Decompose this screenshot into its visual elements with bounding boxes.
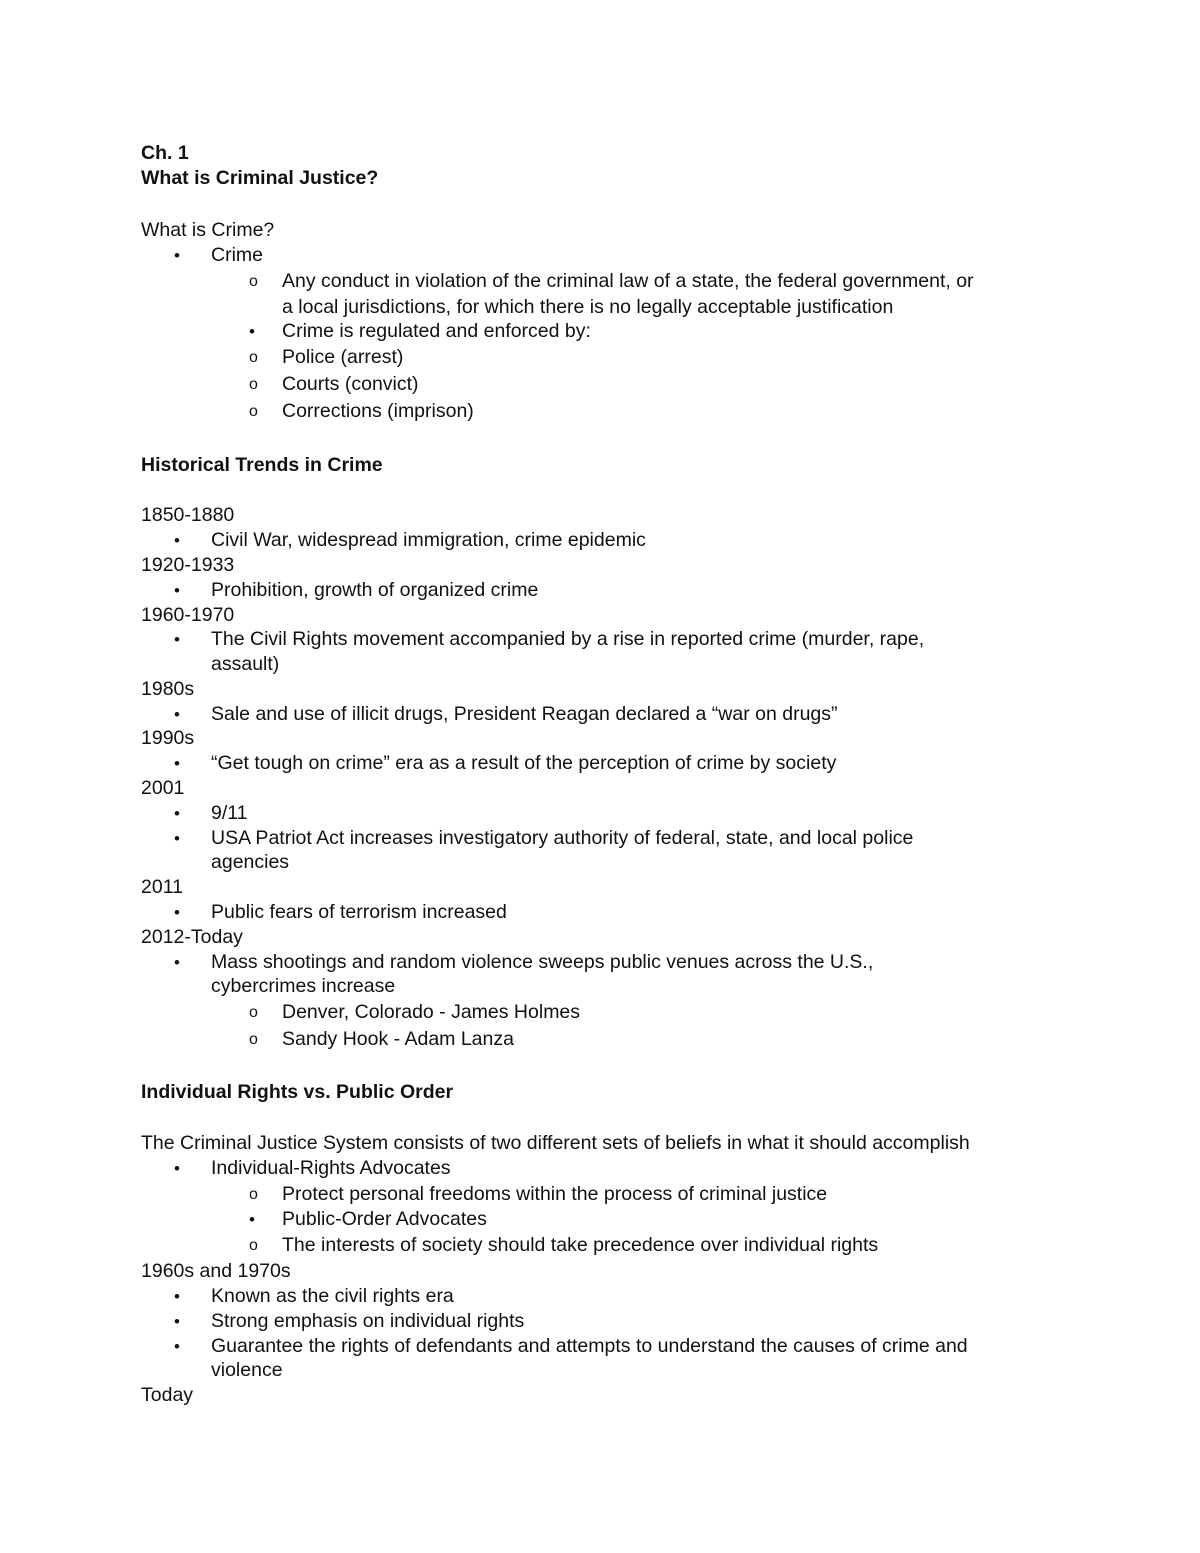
list-item-regulated: Crime is regulated and enforced by:	[282, 320, 591, 342]
paragraph-intro: The Criminal Justice System consists of two different sets of beliefs in what it should accomplish	[141, 1132, 970, 1154]
bullet-marker: •	[174, 1337, 180, 1356]
list-item: Known as the civil rights era	[211, 1285, 454, 1307]
list-item-cont: agencies	[211, 851, 290, 873]
list-item-corrections: Corrections (imprison)	[282, 400, 474, 422]
bullet-marker: •	[174, 630, 180, 649]
list-item-individual-rights-def: Protect personal freedoms within the process of criminal justice	[282, 1183, 828, 1205]
year-label: 2011	[141, 876, 183, 898]
bullet-marker: •	[174, 531, 180, 550]
year-label: 2001	[141, 777, 185, 799]
year-label: 1960-1970	[141, 604, 235, 626]
year-label: 1990s	[141, 727, 195, 749]
sub-bullet-marker: o	[249, 273, 258, 290]
list-item: “Get tough on crime” era as a result of the perception of crime by society	[211, 752, 837, 774]
list-item-cont: violence	[211, 1359, 283, 1381]
list-item: USA Patriot Act increases investigatory authority of federal, state, and local police	[211, 827, 914, 849]
era-label: 1960s and 1970s	[141, 1260, 291, 1282]
list-item-public-order: Public-Order Advocates	[282, 1208, 487, 1230]
document-title: What is Criminal Justice?	[141, 167, 379, 189]
bullet-marker: •	[249, 322, 255, 341]
sub-bullet-marker: o	[249, 349, 258, 366]
section-heading-what-is-crime: What is Crime?	[141, 219, 275, 241]
bullet-marker: •	[174, 754, 180, 773]
bullet-marker: •	[249, 1210, 255, 1229]
bullet-marker: •	[174, 581, 180, 600]
bullet-marker: •	[174, 829, 180, 848]
list-item: Sale and use of illicit drugs, President Reagan declared a “war on drugs”	[211, 703, 838, 725]
bullet-marker: •	[174, 246, 180, 265]
year-label: 2012-Today	[141, 926, 243, 948]
sub-bullet-marker: o	[249, 1186, 258, 1203]
bullet-marker: •	[174, 953, 180, 972]
list-item-sandy-hook: Sandy Hook - Adam Lanza	[282, 1028, 514, 1050]
list-item-crime-definition-cont: a local jurisdictions, for which there is no legally acceptable justification	[282, 296, 894, 318]
list-item: Civil War, widespread immigration, crime epidemic	[211, 529, 646, 551]
sub-bullet-marker: o	[249, 1237, 258, 1254]
list-item-cont: cybercrimes increase	[211, 975, 396, 997]
list-item-crime-definition: Any conduct in violation of the criminal law of a state, the federal government, or	[282, 270, 974, 292]
list-item-courts: Courts (convict)	[282, 373, 419, 395]
section-heading-historical-trends: Historical Trends in Crime	[141, 454, 383, 476]
list-item-crime: Crime	[211, 244, 263, 266]
section-heading-rights-vs-order: Individual Rights vs. Public Order	[141, 1081, 454, 1103]
list-item: Strong emphasis on individual rights	[211, 1310, 525, 1332]
list-item-public-order-def: The interests of society should take precedence over individual rights	[282, 1234, 879, 1256]
year-label: 1980s	[141, 678, 195, 700]
list-item: Mass shootings and random violence sweeps public venues across the U.S.,	[211, 951, 874, 973]
bullet-marker: •	[174, 1312, 180, 1331]
list-item-cont: assault)	[211, 653, 280, 675]
list-item: 9/11	[211, 802, 248, 824]
bullet-marker: •	[174, 1159, 180, 1178]
list-item-individual-rights: Individual-Rights Advocates	[211, 1157, 451, 1179]
list-item-denver: Denver, Colorado - James Holmes	[282, 1001, 581, 1023]
list-item-police: Police (arrest)	[282, 346, 404, 368]
list-item: Guarantee the rights of defendants and attempts to understand the causes of crime and	[211, 1335, 968, 1357]
bullet-marker: •	[174, 804, 180, 823]
era-label-today: Today	[141, 1384, 194, 1406]
list-item: Prohibition, growth of organized crime	[211, 579, 539, 601]
sub-bullet-marker: o	[249, 403, 258, 420]
list-item: Public fears of terrorism increased	[211, 901, 507, 923]
bullet-marker: •	[174, 903, 180, 922]
bullet-marker: •	[174, 705, 180, 724]
chapter-label: Ch. 1	[141, 142, 189, 164]
sub-bullet-marker: o	[249, 376, 258, 393]
bullet-marker: •	[174, 1287, 180, 1306]
year-label: 1850-1880	[141, 504, 235, 526]
list-item: The Civil Rights movement accompanied by a rise in reported crime (murder, rape,	[211, 628, 925, 650]
year-label: 1920-1933	[141, 554, 235, 576]
sub-bullet-marker: o	[249, 1031, 258, 1048]
sub-bullet-marker: o	[249, 1004, 258, 1021]
